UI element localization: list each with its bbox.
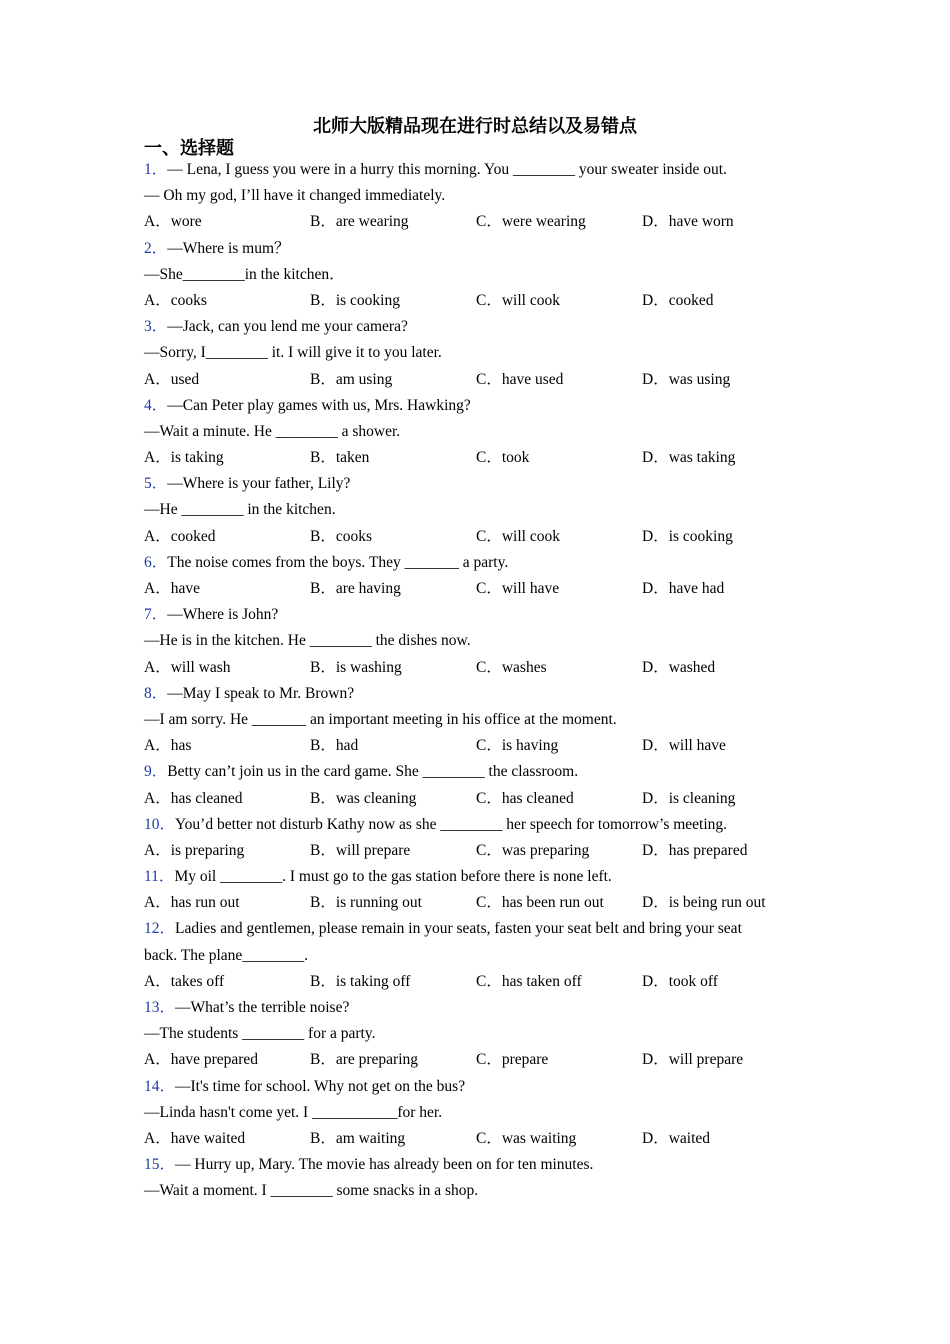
answer-option: D．waited bbox=[642, 1129, 711, 1147]
question-item bbox=[144, 864, 814, 916]
answer-option: D．was using bbox=[642, 370, 731, 388]
answer-option: A．has cleaned bbox=[144, 789, 243, 807]
answer-option: C．has been run out bbox=[476, 894, 604, 912]
answer-option: A．is preparing bbox=[144, 841, 245, 859]
question-stem bbox=[144, 236, 814, 262]
question-text: — Hurry up, Mary. The movie has already been on for ten minutes. bbox=[175, 1156, 594, 1174]
answer-option: A．cooks bbox=[144, 291, 207, 309]
answer-option: C．took bbox=[476, 449, 530, 467]
question-number: 12． bbox=[144, 920, 176, 938]
question-text: —Where is John? bbox=[167, 606, 279, 624]
question-text: My oil ________. I must go to the gas station before there is none left. bbox=[174, 868, 612, 886]
question-stem bbox=[144, 602, 814, 628]
answer-option: B．will prepare bbox=[310, 841, 411, 859]
answer-option: D．was taking bbox=[642, 449, 736, 467]
question-item bbox=[144, 681, 814, 760]
answer-options bbox=[144, 288, 814, 314]
question-line bbox=[144, 1021, 814, 1047]
answer-option: C．will cook bbox=[476, 291, 560, 309]
answer-option: A．have prepared bbox=[144, 1051, 259, 1069]
question-text: back. The plane________. bbox=[144, 946, 309, 964]
answer-option: C．will cook bbox=[476, 527, 560, 545]
answer-option: C．was waiting bbox=[476, 1129, 577, 1147]
answer-option: D．has prepared bbox=[642, 841, 748, 859]
answer-options bbox=[144, 209, 814, 235]
question-item bbox=[144, 1152, 814, 1204]
question-item bbox=[144, 602, 814, 681]
answer-option: B．am waiting bbox=[310, 1129, 406, 1147]
answer-option: A．takes off bbox=[144, 972, 225, 990]
answer-option: B．are having bbox=[310, 580, 401, 597]
answer-option: D．cooked bbox=[642, 291, 714, 309]
question-text: —May I speak to Mr. Brown? bbox=[167, 684, 355, 702]
question-stem bbox=[144, 995, 814, 1021]
question-line bbox=[144, 419, 814, 445]
question-number: 8． bbox=[144, 684, 168, 702]
question-stem bbox=[144, 916, 814, 942]
answer-options bbox=[144, 786, 814, 812]
question-line bbox=[144, 628, 814, 654]
question-text: —The students ________ for a party. bbox=[144, 1025, 376, 1043]
question-stem bbox=[144, 157, 814, 183]
answer-option: B．am using bbox=[310, 370, 393, 388]
question-text: —Linda hasn't come yet. I ___________for her. bbox=[144, 1103, 443, 1121]
question-text: —Sorry, I________ it. I will give it to you later. bbox=[144, 344, 442, 362]
question-text: — Oh my god, I’ll have it changed immediately. bbox=[144, 187, 446, 205]
question-item bbox=[144, 236, 814, 315]
question-line bbox=[144, 707, 814, 733]
answer-option: A．has bbox=[144, 737, 192, 755]
question-text: —He is in the kitchen. He ________ the dishes now. bbox=[144, 632, 471, 650]
answer-option: D．have had bbox=[642, 580, 725, 597]
answer-options bbox=[144, 890, 814, 916]
question-number: 3． bbox=[144, 318, 168, 336]
answer-options bbox=[144, 655, 814, 681]
answer-options bbox=[144, 1126, 814, 1152]
question-text: —Where is mum？ bbox=[167, 239, 290, 257]
question-stem bbox=[144, 681, 814, 707]
question-stem bbox=[144, 1074, 814, 1100]
question-line bbox=[144, 262, 814, 288]
question-text: —Jack, can you lend me your camera? bbox=[167, 318, 408, 336]
question-text: —She________in the kitchen． bbox=[144, 265, 345, 283]
answer-options bbox=[144, 733, 814, 759]
answer-option: A．has run out bbox=[144, 894, 240, 912]
answer-option: A．will wash bbox=[144, 658, 231, 676]
question-item bbox=[144, 314, 814, 393]
question-number: 9． bbox=[144, 763, 168, 781]
question-number: 10． bbox=[144, 815, 176, 833]
question-text: —Can Peter play games with us, Mrs. Hawking? bbox=[167, 396, 471, 414]
answer-option: C．is having bbox=[476, 737, 559, 755]
question-stem bbox=[144, 393, 814, 419]
answer-option: B．taken bbox=[310, 449, 370, 467]
question-text: —He ________ in the kitchen. bbox=[144, 501, 336, 519]
question-line bbox=[144, 1100, 814, 1126]
question-stem bbox=[144, 471, 814, 497]
question-text: Betty can’t join us in the card game. She ________ the classroom. bbox=[167, 763, 579, 781]
answer-option: A．cooked bbox=[144, 527, 216, 545]
question-number: 14． bbox=[144, 1077, 176, 1095]
answer-option: B．is washing bbox=[310, 658, 402, 676]
section-heading: 一、选择题 bbox=[144, 138, 234, 159]
answer-option: D．is cleaning bbox=[642, 789, 736, 807]
answer-option: C．washes bbox=[476, 658, 547, 676]
question-text: —It's time for school. Why not get on the bus? bbox=[175, 1077, 466, 1095]
question-item bbox=[144, 157, 814, 236]
question-number: 2． bbox=[144, 239, 168, 257]
answer-option: C．was preparing bbox=[476, 841, 590, 859]
question-item bbox=[144, 550, 814, 602]
question-line bbox=[144, 1178, 814, 1204]
answer-option: C．were wearing bbox=[476, 213, 586, 231]
question-number: 15． bbox=[144, 1156, 176, 1174]
question-item bbox=[144, 916, 814, 995]
question-text: —Where is your father, Lily? bbox=[167, 475, 351, 493]
question-number: 1． bbox=[144, 161, 168, 178]
question-line bbox=[144, 497, 814, 523]
answer-options bbox=[144, 367, 814, 393]
document-title: 北师大版精品现在进行时总结以及易错点 bbox=[313, 116, 637, 137]
question-item bbox=[144, 995, 814, 1074]
answer-option: C．has cleaned bbox=[476, 789, 574, 807]
question-number: 7． bbox=[144, 606, 168, 624]
answer-option: D．will have bbox=[642, 737, 726, 755]
answer-option: B．was cleaning bbox=[310, 789, 417, 807]
answer-option: A．is taking bbox=[144, 449, 224, 467]
question-text: The noise comes from the boys. They _______ a party. bbox=[167, 553, 509, 571]
question-text: —Wait a minute. He ________ a shower. bbox=[144, 422, 401, 440]
answer-option: D．took off bbox=[642, 972, 718, 990]
answer-option: D．is cooking bbox=[642, 527, 733, 545]
question-item bbox=[144, 393, 814, 472]
question-stem bbox=[144, 812, 814, 838]
answer-option: D．washed bbox=[642, 658, 716, 676]
question-line bbox=[144, 340, 814, 366]
question-item bbox=[144, 1074, 814, 1153]
question-text: —What’s the terrible noise? bbox=[175, 999, 350, 1016]
answer-options bbox=[144, 576, 814, 602]
answer-option: B．is taking off bbox=[310, 972, 411, 990]
question-stem bbox=[144, 314, 814, 340]
answer-option: D．is being run out bbox=[642, 894, 766, 912]
question-number: 4． bbox=[144, 396, 168, 414]
answer-option: A．used bbox=[144, 370, 200, 388]
answer-option: D．have worn bbox=[642, 213, 734, 231]
answer-option: C．have used bbox=[476, 370, 564, 388]
answer-option: B．had bbox=[310, 737, 359, 755]
question-stem bbox=[144, 759, 814, 785]
question-number: 5． bbox=[144, 475, 168, 493]
question-text: You’d better not disturb Kathy now as she ________ her speech for tomorrow’s meeting. bbox=[175, 815, 728, 833]
question-stem bbox=[144, 550, 814, 576]
question-number: 13． bbox=[144, 999, 176, 1016]
answer-option: D．will prepare bbox=[642, 1051, 744, 1069]
question-text: —I am sorry. He _______ an important meeting in his office at the moment. bbox=[144, 710, 617, 728]
answer-option: A．wore bbox=[144, 213, 202, 231]
question-stem bbox=[144, 864, 814, 890]
question-list bbox=[144, 157, 814, 1205]
question-item bbox=[144, 471, 814, 550]
question-number: 11． bbox=[144, 868, 175, 886]
question-text: —Wait a moment. I ________ some snacks in a shop. bbox=[144, 1182, 479, 1200]
answer-option: A．have waited bbox=[144, 1129, 246, 1147]
answer-option: C．has taken off bbox=[476, 972, 582, 990]
answer-options bbox=[144, 1047, 814, 1073]
answer-option: B．cooks bbox=[310, 527, 373, 545]
answer-options bbox=[144, 969, 814, 995]
question-number: 6． bbox=[144, 553, 168, 571]
answer-option: B．are preparing bbox=[310, 1051, 419, 1069]
answer-option: C．will have bbox=[476, 580, 560, 597]
question-stem bbox=[144, 1152, 814, 1178]
answer-option: C．prepare bbox=[476, 1051, 549, 1069]
answer-options bbox=[144, 838, 814, 864]
question-line bbox=[144, 183, 814, 209]
answer-option: B．is running out bbox=[310, 894, 422, 912]
question-line bbox=[144, 943, 814, 969]
answer-option: A．have bbox=[144, 580, 200, 597]
answer-options bbox=[144, 524, 814, 550]
question-text: Ladies and gentlemen, please remain in your seats, fasten your seat belt and bring your seat bbox=[175, 920, 742, 938]
question-item bbox=[144, 759, 814, 811]
answer-option: B．is cooking bbox=[310, 291, 400, 309]
answer-options bbox=[144, 445, 814, 471]
question-item bbox=[144, 812, 814, 864]
answer-option: B．are wearing bbox=[310, 213, 409, 231]
question-text: — Lena, I guess you were in a hurry this morning. You ________ your sweater inside out. bbox=[167, 161, 727, 178]
